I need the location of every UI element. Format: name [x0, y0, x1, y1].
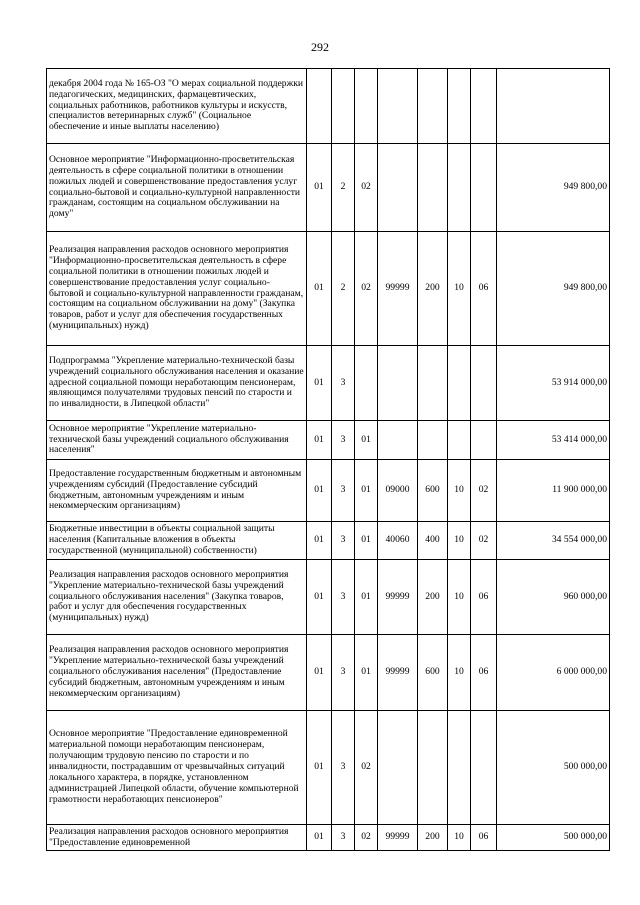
- cell-amount: 960 000,00: [497, 560, 610, 635]
- cell-code-1: 01: [307, 421, 332, 460]
- table-row: [47, 460, 610, 522]
- cell-code-2: 3: [332, 522, 355, 560]
- cell-code-4: [378, 346, 418, 421]
- cell-code-1: 01: [307, 144, 332, 232]
- cell-code-4: 99999: [378, 825, 418, 851]
- cell-code-1: 01: [307, 522, 332, 560]
- table-row: [47, 346, 610, 421]
- table-row: [47, 825, 610, 851]
- cell-code-6: 10: [448, 635, 471, 711]
- table-row: [47, 421, 610, 460]
- cell-code-2: 3: [332, 825, 355, 851]
- cell-code-5: [418, 421, 448, 460]
- cell-amount: [497, 69, 610, 144]
- cell-code-1: 01: [307, 346, 332, 421]
- cell-code-6: [448, 144, 471, 232]
- cell-code-7: [471, 69, 497, 144]
- cell-code-4: [378, 711, 418, 825]
- row-name: Реализация направления расходов основного мероприятия "Укрепление материально-технической базы учреждений социального обслуживания населения" (Закупка товаров, работ и услуг для обеспечения государственных (муниципальных) нужд): [47, 560, 307, 635]
- cell-code-7: 02: [471, 460, 497, 522]
- table-row: [47, 635, 610, 711]
- cell-code-3: [355, 346, 378, 421]
- cell-code-2: 2: [332, 232, 355, 346]
- cell-code-3: 02: [355, 825, 378, 851]
- cell-code-2: 3: [332, 421, 355, 460]
- cell-code-2: 3: [332, 635, 355, 711]
- cell-code-5: [418, 711, 448, 825]
- cell-code-4: 99999: [378, 232, 418, 346]
- cell-code-3: [355, 69, 378, 144]
- row-name: Основное мероприятие "Укрепление материально-технической базы учреждений социального обслуживания населения": [47, 421, 307, 460]
- table-row: [47, 522, 610, 560]
- cell-code-1: 01: [307, 460, 332, 522]
- cell-code-3: 01: [355, 421, 378, 460]
- cell-code-7: 06: [471, 560, 497, 635]
- row-name: Реализация направления расходов основного мероприятия "Предоставление единовременной: [47, 825, 307, 851]
- cell-code-4: 40060: [378, 522, 418, 560]
- cell-amount: 53 414 000,00: [497, 421, 610, 460]
- table-row: [47, 232, 610, 346]
- cell-code-4: 99999: [378, 635, 418, 711]
- cell-code-3: 01: [355, 460, 378, 522]
- cell-code-5: 200: [418, 825, 448, 851]
- cell-code-1: 01: [307, 825, 332, 851]
- cell-amount: 53 914 000,00: [497, 346, 610, 421]
- cell-code-6: [448, 711, 471, 825]
- cell-code-5: 600: [418, 635, 448, 711]
- cell-code-7: [471, 421, 497, 460]
- table-body: [47, 69, 610, 851]
- cell-code-6: [448, 69, 471, 144]
- cell-code-6: 10: [448, 522, 471, 560]
- table-row: [47, 711, 610, 825]
- row-name: Бюджетные инвестиции в объекты социальной защиты населения (Капитальные вложения в объекты государственной (муниципальной) собственности): [47, 522, 307, 560]
- row-name: Реализация направления расходов основного мероприятия "Укрепление материально-технической базы учреждений социального обслуживания населения" (Предоставление субсидий бюджетным, автономным учреждениям и иным некоммерческим организациям): [47, 635, 307, 711]
- cell-amount: 949 800,00: [497, 144, 610, 232]
- cell-code-5: 600: [418, 460, 448, 522]
- cell-amount: 11 900 000,00: [497, 460, 610, 522]
- cell-code-2: [332, 69, 355, 144]
- row-name: Предоставление государственным бюджетным и автономным учреждениям субсидий (Предоставление субсидий бюджетным, автономным учреждениям и иным некоммерческим организациям): [47, 460, 307, 522]
- cell-code-7: [471, 346, 497, 421]
- cell-amount: 34 554 000,00: [497, 522, 610, 560]
- cell-code-6: [448, 421, 471, 460]
- row-name: декабря 2004 года № 165-ОЗ "О мерах социальной поддержки педагогических, медицинских, фармацевтических, социальных работников, работников культуры и искусств, специалистов ветеринарных служб" (Социальное обеспечение и иные выплаты населению): [47, 69, 307, 144]
- cell-code-3: 01: [355, 522, 378, 560]
- cell-code-3: 02: [355, 232, 378, 346]
- row-name: Основное мероприятие "Предоставление единовременной материальной помощи неработающим пенсионерам, получающим трудовую пенсию по старости и по инвалидности, пострадавшим от чрезвычайных ситуаций локального характера, в порядке, установленном администрацией Липецкой области, обучение компьютерной грамотности неработающих пенсионеров": [47, 711, 307, 825]
- cell-code-3: 02: [355, 711, 378, 825]
- cell-code-5: 200: [418, 560, 448, 635]
- cell-code-6: 10: [448, 560, 471, 635]
- cell-code-7: 06: [471, 635, 497, 711]
- cell-code-3: 01: [355, 635, 378, 711]
- cell-code-1: [307, 69, 332, 144]
- cell-code-2: 3: [332, 460, 355, 522]
- cell-code-5: [418, 69, 448, 144]
- cell-amount: 500 000,00: [497, 825, 610, 851]
- cell-code-7: [471, 144, 497, 232]
- cell-code-4: [378, 421, 418, 460]
- cell-code-6: 10: [448, 232, 471, 346]
- row-name: Основное мероприятие "Информационно-просветительская деятельность в сфере социальной политики в отношении пожилых людей и совершенствование предоставления услуг социально-бытовой и социально-культурной направленности гражданам, состоящим на социальном обслуживании на дому": [47, 144, 307, 232]
- table-row: [47, 69, 610, 144]
- row-name: Подпрограмма "Укрепление материально-технической базы учреждений социального обслуживания населения и оказание адресной социальной помощи неработающим пенсионерам, являющимся получателями трудовых пенсий по старости и по инвалидности, в Липецкой области": [47, 346, 307, 421]
- budget-table: [46, 68, 610, 851]
- cell-code-2: 3: [332, 560, 355, 635]
- cell-code-6: 10: [448, 460, 471, 522]
- cell-code-2: 3: [332, 346, 355, 421]
- cell-code-2: 2: [332, 144, 355, 232]
- table-row: [47, 144, 610, 232]
- cell-code-1: 01: [307, 232, 332, 346]
- row-name: Реализация направления расходов основного мероприятия "Информационно-просветительская деятельность в сфере социальной политики в отношении пожилых людей и совершенствование предоставления услуг социально-бытовой и социально-культурной направленности гражданам, состоящим на социальном обслуживании на дому" (Закупка товаров, работ и услуг для обеспечения государственных (муниципальных) нужд): [47, 232, 307, 346]
- cell-code-6: [448, 346, 471, 421]
- cell-code-3: 02: [355, 144, 378, 232]
- cell-code-7: [471, 711, 497, 825]
- cell-code-5: [418, 346, 448, 421]
- cell-code-7: 06: [471, 825, 497, 851]
- cell-code-5: 400: [418, 522, 448, 560]
- cell-code-1: 01: [307, 560, 332, 635]
- cell-code-3: 01: [355, 560, 378, 635]
- cell-code-6: 10: [448, 825, 471, 851]
- cell-amount: 949 800,00: [497, 232, 610, 346]
- page-number: 292: [311, 40, 329, 54]
- cell-code-5: [418, 144, 448, 232]
- cell-code-4: 99999: [378, 560, 418, 635]
- cell-code-7: 02: [471, 522, 497, 560]
- cell-code-2: 3: [332, 711, 355, 825]
- cell-code-4: [378, 144, 418, 232]
- cell-code-1: 01: [307, 711, 332, 825]
- cell-amount: 500 000,00: [497, 711, 610, 825]
- cell-code-4: [378, 69, 418, 144]
- cell-code-5: 200: [418, 232, 448, 346]
- cell-code-4: 09000: [378, 460, 418, 522]
- table-row: [47, 560, 610, 635]
- cell-code-1: 01: [307, 635, 332, 711]
- cell-code-7: 06: [471, 232, 497, 346]
- cell-amount: 6 000 000,00: [497, 635, 610, 711]
